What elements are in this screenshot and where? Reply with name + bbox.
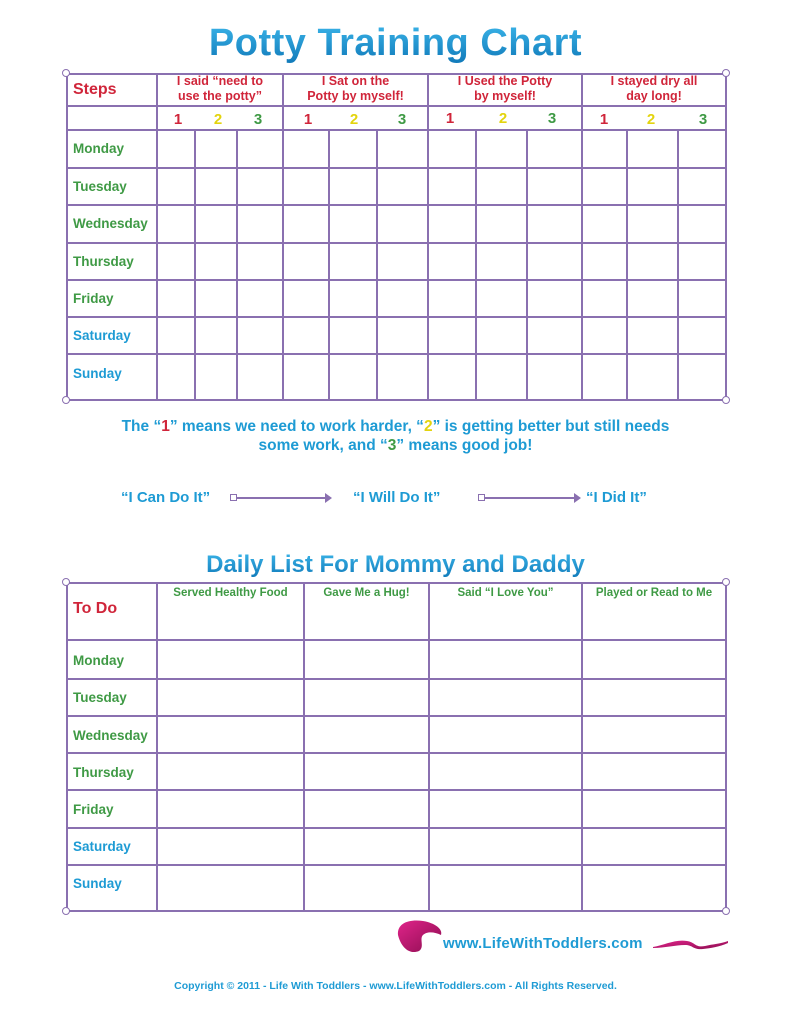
legend-score-1: 1 [161, 418, 170, 435]
legend-text: The “ [121, 418, 162, 435]
todo-header-healthy-food: Served Healthy Food [173, 587, 288, 599]
logo-url: www.LifeWithToddlers.com [443, 935, 643, 952]
score-2: 2 [646, 111, 656, 128]
corner-handle [722, 907, 730, 915]
step-header-line: Potty by myself! [307, 89, 404, 103]
legend-text: ” is getting better but still needs [432, 418, 670, 435]
todo-header-hug: Gave Me a Hug! [323, 587, 410, 599]
corner-handle [62, 396, 70, 404]
corner-handle [62, 907, 70, 915]
grid-line [156, 582, 158, 912]
step-header-sat [284, 74, 427, 104]
corner-handle [722, 396, 730, 404]
score-2: 2 [349, 111, 359, 128]
legend-text: some work, and “ [258, 437, 388, 454]
grid-line [66, 582, 727, 584]
grid-line [282, 73, 284, 401]
steps-label: Steps [73, 81, 117, 98]
grid-line [677, 129, 679, 401]
grid-line [66, 73, 68, 401]
score-2: 2 [498, 110, 508, 127]
legend-text: ” means good job! [396, 437, 533, 454]
step-header-dry [583, 74, 725, 104]
day-label-wednesday: Wednesday [73, 216, 148, 231]
grid-line [303, 582, 305, 912]
score-3: 3 [253, 111, 263, 128]
grid-line [194, 129, 196, 401]
legend-score-2: 2 [423, 418, 433, 435]
day-label-saturday: Saturday [73, 839, 131, 854]
score-2: 2 [213, 111, 223, 128]
day-label-tuesday: Tuesday [73, 179, 127, 194]
grid-line [427, 73, 429, 401]
grid-line [725, 73, 727, 401]
score-3: 3 [397, 111, 407, 128]
legend-text: ” means we need to work harder, “ [169, 418, 424, 435]
todo-header-love-you: Said “I Love You” [457, 587, 554, 599]
grid-line [66, 789, 727, 791]
legend-line-2 [0, 436, 791, 455]
motto-did-it: “I Did It” [586, 489, 647, 506]
day-label-sunday: Sunday [73, 876, 122, 891]
grid-line [581, 73, 583, 401]
score-3: 3 [547, 110, 557, 127]
step-header-used [429, 74, 581, 104]
legend-line-1 [0, 417, 791, 436]
todo-header-read: Played or Read to Me [595, 587, 713, 599]
motto-can-do: “I Can Do It” [121, 489, 211, 506]
corner-handle [62, 578, 70, 586]
grid-line [66, 715, 727, 717]
grid-line [376, 129, 378, 401]
day-label-sunday: Sunday [73, 366, 122, 381]
grid-line [66, 105, 727, 107]
step-header-line: use the potty” [177, 89, 263, 103]
arrow-icon [481, 497, 579, 499]
grid-line [236, 129, 238, 401]
step-header-line: I said “need to [176, 74, 264, 88]
day-label-saturday: Saturday [73, 328, 131, 343]
day-label-monday: Monday [73, 141, 125, 156]
todo-label: To Do [73, 600, 118, 617]
daily-list-title: Daily List For Mommy and Daddy [0, 551, 791, 579]
score-1: 1 [303, 111, 313, 128]
legend-score-3: 3 [387, 437, 397, 454]
corner-handle [62, 69, 70, 77]
day-label-monday: Monday [73, 653, 125, 668]
day-label-thursday: Thursday [73, 254, 134, 269]
grid-line [626, 129, 628, 401]
motto-will-do: “I Will Do It” [353, 489, 441, 506]
grid-line [66, 639, 727, 641]
copyright-notice: Copyright © 2011 - Life With Toddlers - www.LifeWithToddlers.com - All Rights Reserved. [174, 980, 617, 992]
score-1: 1 [599, 111, 609, 128]
grid-line [66, 582, 68, 912]
page-title: Potty Training Chart [0, 22, 791, 65]
grid-line [328, 129, 330, 401]
grid-line [66, 864, 727, 866]
score-legend [0, 417, 791, 455]
step-header-line: day long! [626, 89, 682, 103]
score-3: 3 [698, 111, 708, 128]
step-header-line: I Sat on the [321, 74, 390, 88]
corner-handle [722, 578, 730, 586]
score-1: 1 [173, 111, 183, 128]
grid-line [725, 582, 727, 912]
grid-line [428, 582, 430, 912]
grid-line [156, 73, 158, 401]
step-header-line: I stayed dry all [610, 74, 698, 88]
arrow-icon [233, 497, 330, 499]
day-label-tuesday: Tuesday [73, 690, 127, 705]
step-header-line: by myself! [474, 89, 536, 103]
day-label-friday: Friday [73, 291, 114, 306]
step-header-line: I Used the Potty [457, 74, 553, 88]
grid-line [66, 752, 727, 754]
grid-line [66, 678, 727, 680]
grid-line [475, 129, 477, 401]
grid-line [66, 827, 727, 829]
grid-line [66, 910, 727, 912]
score-1: 1 [445, 110, 455, 127]
day-label-wednesday: Wednesday [73, 728, 148, 743]
day-label-friday: Friday [73, 802, 114, 817]
grid-line [581, 582, 583, 912]
grid-line [526, 129, 528, 401]
day-label-thursday: Thursday [73, 765, 134, 780]
step-header-asked [158, 74, 282, 104]
